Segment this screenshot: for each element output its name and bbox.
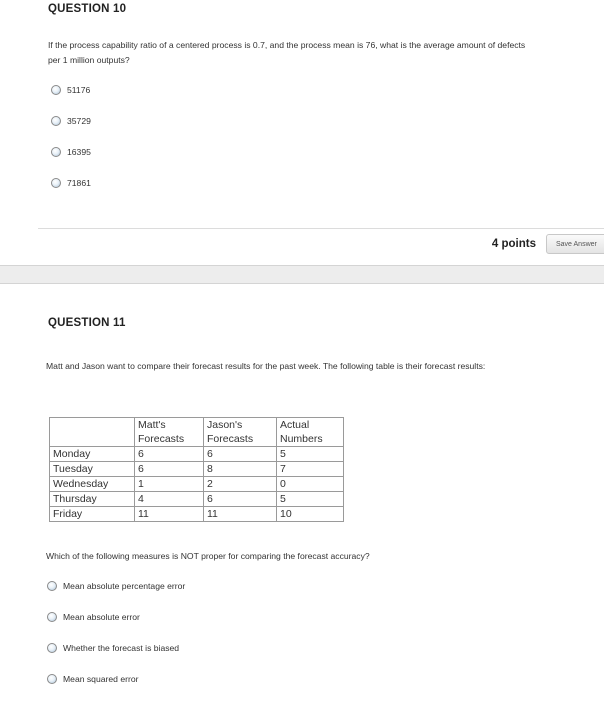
q10-option-1-label: 51176 [67,85,91,95]
header-line: Numbers [280,433,323,445]
table-cell: 6 [204,492,277,507]
q10-option-3-label: 16395 [67,147,91,157]
radio-button[interactable] [51,178,61,188]
q11-option-2-label: Mean absolute error [63,612,140,622]
radio-button[interactable] [47,581,57,591]
q10-option-4[interactable] [51,178,91,188]
q10-option-3[interactable] [51,147,91,157]
table-row [50,507,344,522]
table-cell: 5 [277,447,344,462]
q10-option-2[interactable] [51,116,91,126]
q11-option-2[interactable] [47,612,140,622]
q10-option-2-label: 35729 [67,116,91,126]
q10-option-4-label: 71861 [67,178,91,188]
question-10-text-line1: If the process capability ratio of a centered process is 0.7, and the process mean is 76, what is the average amount of defects [48,40,526,50]
q11-option-4-label: Mean squared error [63,674,139,684]
radio-button[interactable] [51,116,61,126]
table-cell: 6 [204,447,277,462]
radio-button[interactable] [51,85,61,95]
question-10-panel [0,0,604,266]
table-cell: 4 [135,492,204,507]
table-cell: 0 [277,477,344,492]
question-10-points: 4 points [491,238,536,250]
radio-button[interactable] [47,674,57,684]
table-header-cell [50,418,135,447]
table-header-cell [204,418,277,447]
header-line: Actual [280,419,310,431]
question-11-prompt: Which of the following measures is NOT proper for comparing the forecast accuracy? [46,551,370,561]
q11-option-4[interactable] [47,674,138,684]
table-cell: Monday [50,447,135,462]
table-cell: 6 [135,462,204,477]
table-cell: 5 [277,492,344,507]
question-10-title: QUESTION 10 [48,3,127,15]
q11-option-3[interactable] [47,643,179,653]
question-11-intro: Matt and Jason want to compare their forecast results for the past week. The following table is their forecast results: [46,361,486,371]
table-row [50,477,344,492]
table-cell: 11 [204,507,277,522]
q10-option-1[interactable] [51,85,90,95]
header-line: Jason's [207,419,243,431]
q11-option-3-label: Whether the forecast is biased [63,643,180,653]
table-cell: Friday [50,507,135,522]
question-10-text-line2: per 1 million outputs? [48,55,130,65]
q11-option-1-label: Mean absolute percentage error [63,581,186,591]
question-10-text [48,38,525,68]
table-header-cell [135,418,204,447]
table-cell: 6 [135,447,204,462]
table-row [50,447,344,462]
table-cell: Thursday [50,492,135,507]
forecast-table [49,417,344,522]
table-cell: Wednesday [50,477,135,492]
table-cell: 7 [277,462,344,477]
header-line: Forecasts [138,433,185,445]
table-cell: 11 [135,507,204,522]
table-header-row [50,418,344,447]
question-10-divider [38,228,604,229]
q11-option-1[interactable] [47,581,185,591]
table-cell: 10 [277,507,344,522]
header-line: Matt's [138,419,166,431]
table-cell: 8 [204,462,277,477]
table-row [50,492,344,507]
question-11-title: QUESTION 11 [48,317,126,329]
header-line: Forecasts [207,433,254,445]
table-cell: 2 [204,477,277,492]
radio-button[interactable] [47,643,57,653]
table-header-cell [277,418,344,447]
table-row [50,462,344,477]
save-answer-button[interactable]: Save Answer [546,234,604,254]
question-11-panel [0,283,604,701]
table-cell: 1 [135,477,204,492]
table-cell: Tuesday [50,462,135,477]
radio-button[interactable] [51,147,61,157]
radio-button[interactable] [47,612,57,622]
